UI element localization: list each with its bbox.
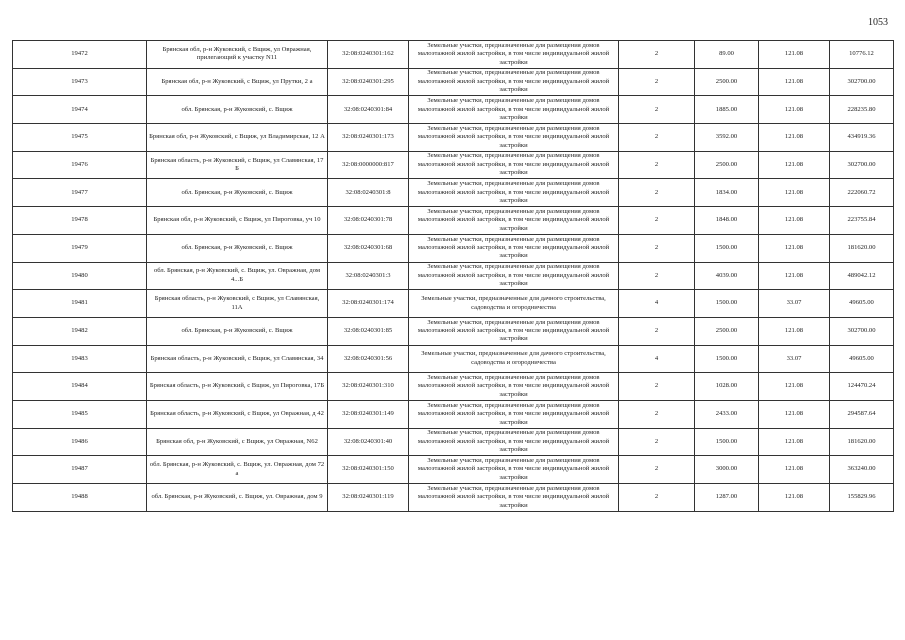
area-cell: 1834.00: [695, 179, 759, 207]
cadastral-number-cell: 32:08:0240301:174: [328, 290, 409, 318]
cadastral-number-cell: 32:08:0240301:40: [328, 428, 409, 456]
cadastral-value-cell: 223755.84: [830, 207, 894, 235]
rate-cell: 121.08: [759, 207, 830, 235]
address-cell: Брянская обл, р-н Жуковский, с Вщиж, ул Овражная, N62: [147, 428, 328, 456]
row-id-cell: 19488: [13, 484, 147, 512]
group-cell: 2: [619, 317, 695, 345]
rate-cell: 121.08: [759, 68, 830, 96]
cadastral-value-cell: 228235.80: [830, 96, 894, 124]
area-cell: 1028.00: [695, 373, 759, 401]
cadastral-number-cell: 32:08:0240301:149: [328, 400, 409, 428]
cadastral-number-cell: 32:08:0240301:310: [328, 373, 409, 401]
rate-cell: 121.08: [759, 41, 830, 69]
rate-cell: 121.08: [759, 234, 830, 262]
cadastral-value-cell: 10776.12: [830, 41, 894, 69]
cadastral-value-cell: 181620.00: [830, 428, 894, 456]
row-id-cell: 19476: [13, 151, 147, 179]
cadastral-value-cell: 363240.00: [830, 456, 894, 484]
group-cell: 2: [619, 262, 695, 290]
address-cell: Брянская обл, р-н Жуковский, с Вщиж, ул Пироговка, уч 10: [147, 207, 328, 235]
row-id-cell: 19483: [13, 345, 147, 373]
area-cell: 3592.00: [695, 124, 759, 152]
land-use-cell: Земельные участки, предназначенные для размещения домов малоэтажной жилой застройки, в том числе индивидуальной жилой застройки: [409, 262, 619, 290]
address-cell: обл. Брянская, р-н Жуковский, с. Вщиж: [147, 317, 328, 345]
address-cell: Брянская область, р-н Жуковский, с Вщиж, ул Пироговка, 17Б: [147, 373, 328, 401]
group-cell: 2: [619, 41, 695, 69]
rate-cell: 121.08: [759, 151, 830, 179]
row-id-cell: 19478: [13, 207, 147, 235]
area-cell: 1885.00: [695, 96, 759, 124]
group-cell: 2: [619, 484, 695, 512]
group-cell: 2: [619, 400, 695, 428]
table-row: [13, 317, 894, 345]
row-id-cell: 19473: [13, 68, 147, 96]
cadastral-value-cell: 434919.36: [830, 124, 894, 152]
group-cell: 2: [619, 207, 695, 235]
table-row: [13, 151, 894, 179]
land-use-cell: Земельные участки, предназначенные для размещения домов малоэтажной жилой застройки, в том числе индивидуальной жилой застройки: [409, 207, 619, 235]
address-cell: Брянская область, р-н Жуковский, с Вщиж, ул Славянская, 11А: [147, 290, 328, 318]
cadastral-number-cell: 32:08:0000000:817: [328, 151, 409, 179]
land-use-cell: Земельные участки, предназначенные для дачного строительства, садоводства и огородничества: [409, 290, 619, 318]
rate-cell: 121.08: [759, 400, 830, 428]
cadastral-value-cell: 155829.96: [830, 484, 894, 512]
rate-cell: 121.08: [759, 428, 830, 456]
area-cell: 2500.00: [695, 317, 759, 345]
table-row: [13, 207, 894, 235]
address-cell: обл. Брянская, р-н Жуковский, с. Вщиж: [147, 234, 328, 262]
land-use-cell: Земельные участки, предназначенные для размещения домов малоэтажной жилой застройки, в том числе индивидуальной жилой застройки: [409, 373, 619, 401]
cadastral-number-cell: 32:08:0240301:119: [328, 484, 409, 512]
address-cell: Брянская обл, р-н Жуковский, с Вщиж, ул Овражная, прилегающий к участку N11: [147, 41, 328, 69]
table-row: [13, 373, 894, 401]
row-id-cell: 19486: [13, 428, 147, 456]
group-cell: 2: [619, 124, 695, 152]
table-row: [13, 484, 894, 512]
address-cell: обл. Брянская, р-н Жуковский, с. Вщиж, ул. Овражная, дом 72 а: [147, 456, 328, 484]
cadastral-value-cell: 302700.00: [830, 317, 894, 345]
address-cell: Брянская область, р-н Жуковский, с Вщиж, ул Овражная, д 42: [147, 400, 328, 428]
rate-cell: 33.07: [759, 290, 830, 318]
cadastral-value-cell: 49605.00: [830, 290, 894, 318]
rate-cell: 121.08: [759, 317, 830, 345]
cadastral-number-cell: 32:08:0240301:8: [328, 179, 409, 207]
table-row: [13, 456, 894, 484]
land-use-cell: Земельные участки, предназначенные для размещения домов малоэтажной жилой застройки, в том числе индивидуальной жилой застройки: [409, 41, 619, 69]
group-cell: 2: [619, 68, 695, 96]
address-cell: Брянская обл, р-н Жуковский, с Вщиж, ул Владимирская, 12 А: [147, 124, 328, 152]
rate-cell: 33.07: [759, 345, 830, 373]
rate-cell: 121.08: [759, 456, 830, 484]
table-row: [13, 400, 894, 428]
area-cell: 2500.00: [695, 151, 759, 179]
group-cell: 2: [619, 428, 695, 456]
row-id-cell: 19475: [13, 124, 147, 152]
area-cell: 1500.00: [695, 234, 759, 262]
table-row: [13, 345, 894, 373]
area-cell: 1500.00: [695, 428, 759, 456]
rate-cell: 121.08: [759, 484, 830, 512]
area-cell: 1500.00: [695, 345, 759, 373]
area-cell: 4039.00: [695, 262, 759, 290]
row-id-cell: 19480: [13, 262, 147, 290]
area-cell: 89.00: [695, 41, 759, 69]
area-cell: 1287.00: [695, 484, 759, 512]
row-id-cell: 19487: [13, 456, 147, 484]
table-row: [13, 290, 894, 318]
land-use-cell: Земельные участки, предназначенные для размещения домов малоэтажной жилой застройки, в том числе индивидуальной жилой застройки: [409, 124, 619, 152]
row-id-cell: 19479: [13, 234, 147, 262]
cadastral-number-cell: 32:08:0240301:68: [328, 234, 409, 262]
cadastral-value-cell: 124470.24: [830, 373, 894, 401]
table-row: [13, 124, 894, 152]
cadastral-value-cell: 489042.12: [830, 262, 894, 290]
group-cell: 2: [619, 179, 695, 207]
cadastral-value-cell: 294587.64: [830, 400, 894, 428]
cadastral-number-cell: 32:08:0240301:78: [328, 207, 409, 235]
row-id-cell: 19484: [13, 373, 147, 401]
land-use-cell: Земельные участки, предназначенные для размещения домов малоэтажной жилой застройки, в том числе индивидуальной жилой застройки: [409, 151, 619, 179]
address-cell: Брянская область, р-н Жуковский, с Вщиж, ул Славянская, 34: [147, 345, 328, 373]
cadastral-value-cell: 49605.00: [830, 345, 894, 373]
rate-cell: 121.08: [759, 179, 830, 207]
cadastral-value-table: [12, 40, 894, 512]
group-cell: 4: [619, 345, 695, 373]
area-cell: 1500.00: [695, 290, 759, 318]
group-cell: 2: [619, 151, 695, 179]
cadastral-number-cell: 32:08:0240301:295: [328, 68, 409, 96]
group-cell: 2: [619, 96, 695, 124]
rate-cell: 121.08: [759, 96, 830, 124]
cadastral-number-cell: 32:08:0240301:150: [328, 456, 409, 484]
table-row: [13, 234, 894, 262]
cadastral-value-cell: 302700.00: [830, 151, 894, 179]
group-cell: 2: [619, 234, 695, 262]
row-id-cell: 19477: [13, 179, 147, 207]
area-cell: 1848.00: [695, 207, 759, 235]
cadastral-value-cell: 222060.72: [830, 179, 894, 207]
cadastral-number-cell: 32:08:0240301:85: [328, 317, 409, 345]
address-cell: обл. Брянская, р-н Жуковский, с. Вщиж: [147, 96, 328, 124]
address-cell: Брянская обл, р-н Жуковский, с Вщиж, ул Прутки, 2 а: [147, 68, 328, 96]
land-use-cell: Земельные участки, предназначенные для размещения домов малоэтажной жилой застройки, в том числе индивидуальной жилой застройки: [409, 428, 619, 456]
rate-cell: 121.08: [759, 262, 830, 290]
table-row: [13, 96, 894, 124]
cadastral-number-cell: 32:08:0240301:173: [328, 124, 409, 152]
rate-cell: 121.08: [759, 373, 830, 401]
address-cell: обл. Брянская, р-н Жуковский, с. Вщиж, ул. Овражная, дом 4...Б: [147, 262, 328, 290]
address-cell: обл. Брянская, р-н Жуковский, с. Вщиж: [147, 179, 328, 207]
area-cell: 2433.00: [695, 400, 759, 428]
rate-cell: 121.08: [759, 124, 830, 152]
group-cell: 2: [619, 373, 695, 401]
address-cell: обл. Брянская, р-н Жуковский, с. Вщиж, ул. Овражная, дом 9: [147, 484, 328, 512]
row-id-cell: 19474: [13, 96, 147, 124]
table-row: [13, 179, 894, 207]
row-id-cell: 19482: [13, 317, 147, 345]
table-row: [13, 262, 894, 290]
address-cell: Брянская область, р-н Жуковский, с Вщиж, ул Славянская, 17 Б: [147, 151, 328, 179]
land-use-cell: Земельные участки, предназначенные для размещения домов малоэтажной жилой застройки, в том числе индивидуальной жилой застройки: [409, 179, 619, 207]
cadastral-value-cell: 181620.00: [830, 234, 894, 262]
cadastral-number-cell: 32:08:0240301:84: [328, 96, 409, 124]
area-cell: 2500.00: [695, 68, 759, 96]
cadastral-number-cell: 32:08:0240301:162: [328, 41, 409, 69]
land-use-cell: Земельные участки, предназначенные для размещения домов малоэтажной жилой застройки, в том числе индивидуальной жилой застройки: [409, 400, 619, 428]
cadastral-number-cell: 32:08:0240301:56: [328, 345, 409, 373]
table-row: [13, 68, 894, 96]
land-use-cell: Земельные участки, предназначенные для размещения домов малоэтажной жилой застройки, в том числе индивидуальной жилой застройки: [409, 68, 619, 96]
land-use-cell: Земельные участки, предназначенные для размещения домов малоэтажной жилой застройки, в том числе индивидуальной жилой застройки: [409, 317, 619, 345]
land-use-cell: Земельные участки, предназначенные для размещения домов малоэтажной жилой застройки, в том числе индивидуальной жилой застройки: [409, 234, 619, 262]
land-use-cell: Земельные участки, предназначенные для размещения домов малоэтажной жилой застройки, в том числе индивидуальной жилой застройки: [409, 484, 619, 512]
page-number: 1053: [868, 17, 888, 28]
land-use-cell: Земельные участки, предназначенные для размещения домов малоэтажной жилой застройки, в том числе индивидуальной жилой застройки: [409, 456, 619, 484]
table-row: [13, 428, 894, 456]
cadastral-number-cell: 32:08:0240301:3: [328, 262, 409, 290]
row-id-cell: 19472: [13, 41, 147, 69]
cadastral-value-cell: 302700.00: [830, 68, 894, 96]
land-use-cell: Земельные участки, предназначенные для дачного строительства, садоводства и огородничества: [409, 345, 619, 373]
row-id-cell: 19485: [13, 400, 147, 428]
table-row: [13, 41, 894, 69]
row-id-cell: 19481: [13, 290, 147, 318]
area-cell: 3000.00: [695, 456, 759, 484]
group-cell: 2: [619, 456, 695, 484]
land-use-cell: Земельные участки, предназначенные для размещения домов малоэтажной жилой застройки, в том числе индивидуальной жилой застройки: [409, 96, 619, 124]
group-cell: 4: [619, 290, 695, 318]
